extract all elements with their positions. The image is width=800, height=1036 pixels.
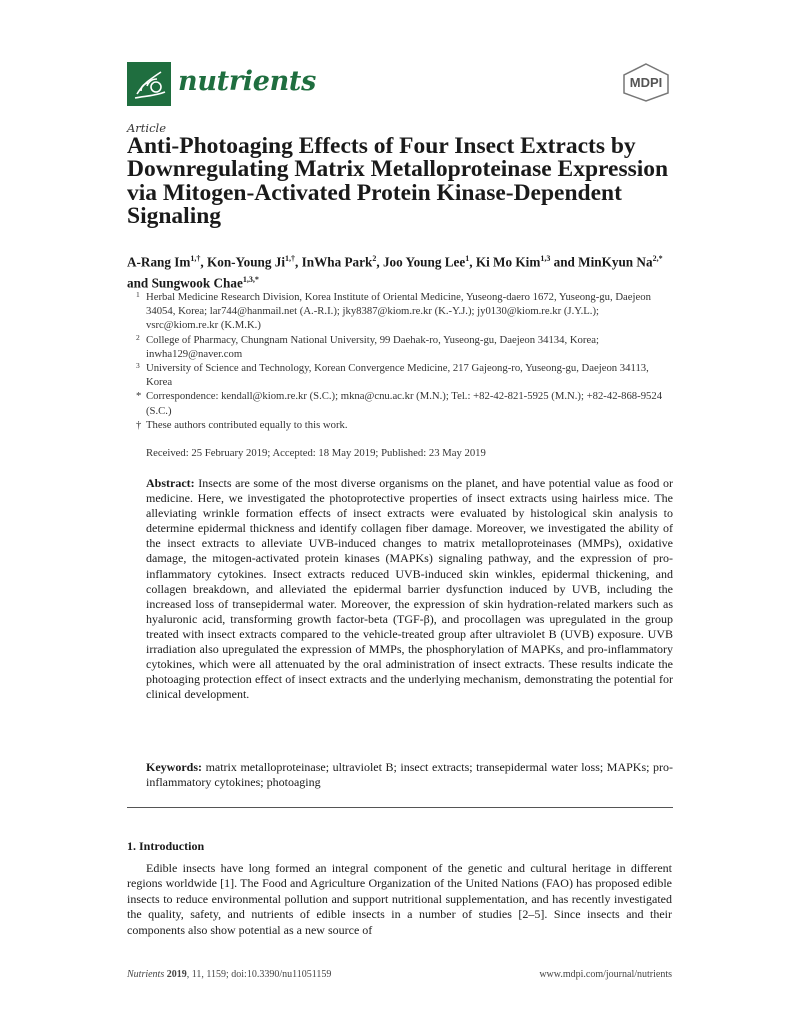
author-name: Ki Mo Kim <box>475 254 541 270</box>
abstract <box>146 476 673 702</box>
author-separator: , <box>376 254 383 270</box>
author-affiliation-mark: 1,3,* <box>242 274 259 284</box>
affiliations <box>127 290 672 432</box>
affiliation-mark: 1 <box>136 290 140 299</box>
keywords <box>146 760 673 791</box>
author-list <box>127 250 672 292</box>
publication-dates: Received: 25 February 2019; Accepted: 18 May 2019; Published: 23 May 2019 <box>146 447 486 459</box>
keywords-text: matrix metalloproteinase; ultraviolet B; insect extracts; transepidermal water loss; MAPKs; pro-inflammatory cytokines; photoaging <box>146 760 673 790</box>
author-name: MinKyun Na <box>578 254 653 270</box>
author-affiliation-mark: 1,3 <box>540 254 551 263</box>
nutrients-logo-icon <box>127 62 171 106</box>
author-separator: and <box>127 275 152 291</box>
abstract-text: Insects are some of the most diverse organisms on the planet, and have potential value as food or medicine. Here, we investigated the photoprotective properties of insect extracts using hairless mice. The alleviating wrinkle formation effects of insect extracts were evaluated by histological skin analysis to determine epidermal thickness and identify collagen fiber damage. Moreover, we investigated the ability of the insect extracts to alleviate UVB-induced changes to matrix metalloproteinases (MMPs), oxidative damage, the mitogen-activated protein kinases (MAPKs) signaling pathway, and the expression of pro-inflammatory cytokines. Insect extracts reduced UVB-induced skin winkles, epidermal thickening, and collagen breakdown, and alleviated the epidermal barrier dysfunction induced by UVB, including the increased loss of transepidermal water. Moreover, the expression of skin hydration-related markers such as hyaluronic acid, transforming growth factor-beta (TGF-β), and procollagen was upregulated in the group treated with insect extracts compared to the vehicle-treated group after ultraviolet B (UVB) exposure. UVB irradiation also upregulated the expression of MMPs, the phosphorylation of MAPKs, and pro-inflammatory cytokines, which were all attenuated by the oral administration of insect extracts. These results indicate the photoaging protection effect of insect extracts and the underlying mechanism, demonstrating the potential for clinical development. <box>146 476 674 702</box>
keywords-label: Keywords: <box>146 760 202 774</box>
footer-citation-rest: , 11, 1159; doi:10.3390/nu11051159 <box>186 969 332 980</box>
abstract-label: Abstract: <box>146 476 195 490</box>
author-affiliation-mark: 1,† <box>285 254 296 263</box>
author-affiliation-mark: 2 <box>372 254 377 263</box>
section-divider <box>127 807 673 808</box>
author-affiliation-mark: 2,* <box>652 254 663 263</box>
section-heading: 1. Introduction <box>127 839 205 853</box>
footer-citation <box>127 969 331 980</box>
affiliation-item <box>127 389 672 417</box>
affiliation-mark: 3 <box>136 361 140 371</box>
author-separator: and <box>550 254 579 270</box>
affiliation-item <box>127 418 672 432</box>
affiliation-mark: † <box>136 418 142 431</box>
footer-year: 2019 <box>166 969 187 980</box>
author-name: InWha Park <box>301 254 373 270</box>
affiliation-mark: * <box>136 390 142 403</box>
author-name: Joo Young Lee <box>382 254 466 270</box>
author-name: Kon-Young Ji <box>206 254 286 270</box>
affiliation-item <box>127 361 672 389</box>
affiliation-item <box>127 333 672 361</box>
affiliation-text: University of Science and Technology, Korean Convergence Medicine, 217 Gajeong-ro, Yuseong-gu, Daejeon 34113, Korea <box>146 362 649 389</box>
author-separator: , <box>469 254 476 270</box>
author-affiliation-mark: 1,† <box>190 254 201 263</box>
author-separator: , <box>295 254 302 270</box>
page-header <box>127 62 672 106</box>
author-affiliation-mark: 1 <box>465 254 470 263</box>
article-title: Anti-Photoaging Effects of Four Insect Extracts by Downregulating Matrix Metalloproteinase Expression via Mitogen-Activated Protein Kinase-Dependent Signaling <box>127 133 669 230</box>
affiliation-text: Correspondence: kendall@kiom.re.kr (S.C.); mkna@cnu.ac.kr (M.N.); Tel.: +82-42-821-5925 (M.N.); +82-42-868-9524 (S.C.) <box>146 390 663 417</box>
journal-name: nutrients <box>178 66 316 97</box>
author-name: A-Rang Im <box>127 254 191 270</box>
affiliation-item <box>127 290 672 333</box>
affiliation-text: These authors contributed equally to this work. <box>146 418 348 431</box>
publisher-label: MDPI <box>629 75 663 90</box>
footer-journal: Nutrients <box>127 969 165 980</box>
affiliation-text: College of Pharmacy, Chungnam National University, 99 Daehak-ro, Yuseong-gu, Daejeon 34134, Korea; inwha129@naver.com <box>146 333 599 360</box>
author-separator: , <box>200 254 207 270</box>
affiliation-text: Herbal Medicine Research Division, Korea Institute of Oriental Medicine, Yuseong-daero 1672, Yuseong-gu, Daejeon 34054, Korea; lar744@hanmail.net (A.-R.I.); jky8387@kiom.re.kr (K.-Y.J.); jy0130@kiom.re.kr (J.Y.L.); vsrc@kiom.re.kr (K.M.K.) <box>146 291 651 332</box>
mdpi-logo-icon <box>620 62 672 102</box>
intro-paragraph: Edible insects have long formed an integral component of the genetic and cultural heritage in different regions worldwide [1]. The Food and Agriculture Organization of the United Nations (FAO) has proposed edible insects to reduce environmental pollution and support nutritional supplementation, and has recently investigated the quality, safety, and nutrients of edible insects in a number of studies [2–5]. Since insects and their components also show potential as a new source of <box>127 861 672 937</box>
footer-url[interactable]: www.mdpi.com/journal/nutrients <box>539 969 672 980</box>
author-name: Sungwook Chae <box>151 275 243 291</box>
affiliation-mark: 2 <box>136 332 140 342</box>
article-type: Article <box>127 121 167 135</box>
